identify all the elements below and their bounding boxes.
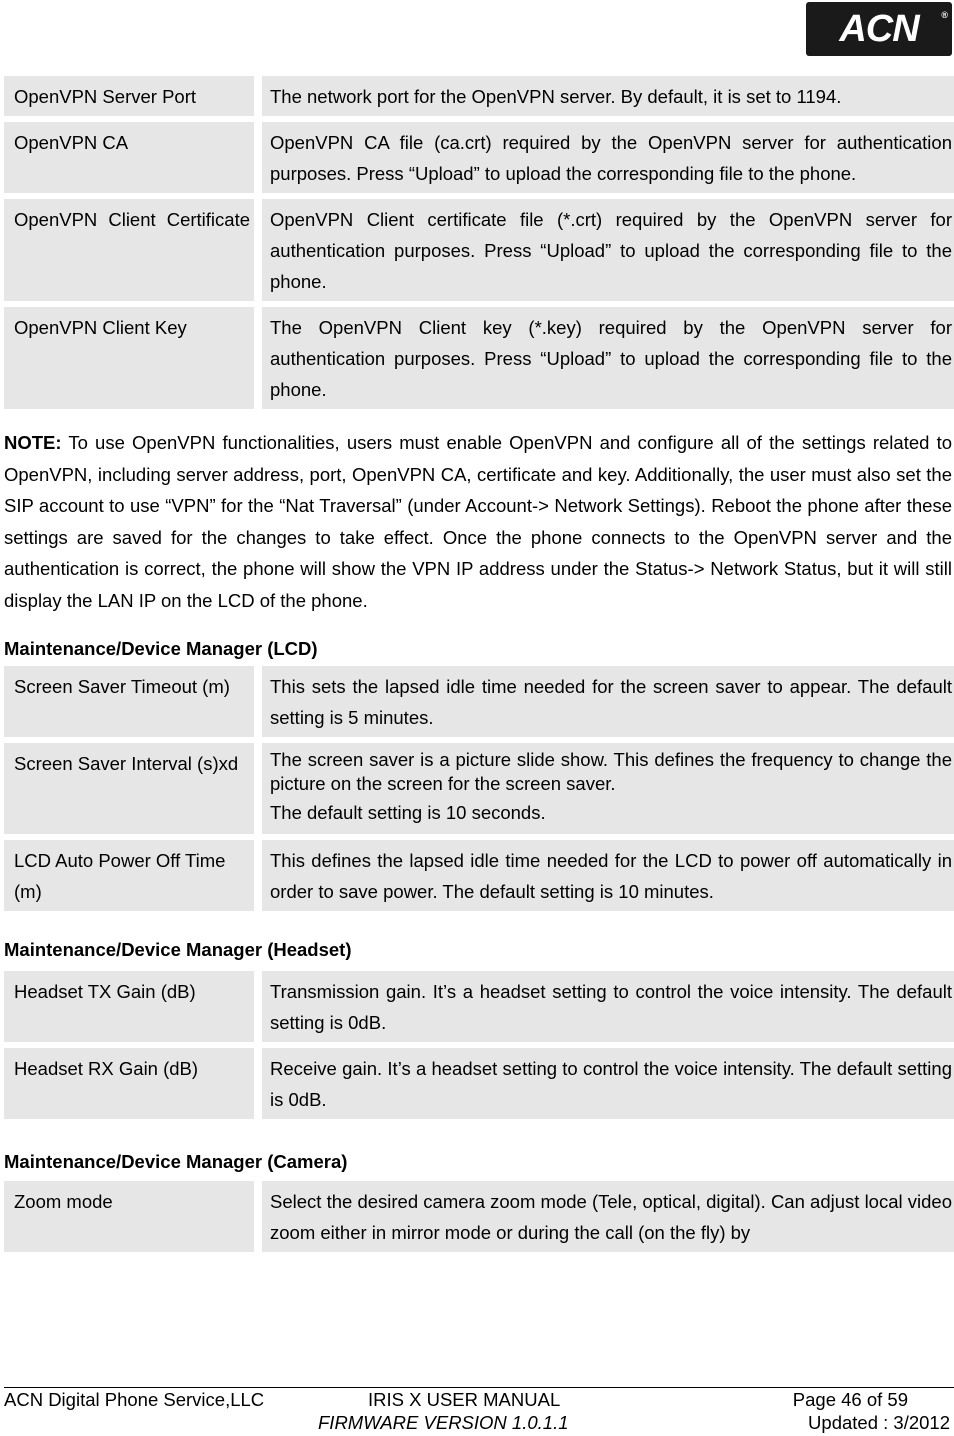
camera-table <box>4 1181 954 1258</box>
setting-description: Transmission gain. It’s a headset setting to control the voice intensity. The default setting is 0dB. <box>262 971 954 1048</box>
footer-page-number: Page 46 of 59 <box>792 1389 908 1410</box>
page-footer <box>4 1387 954 1434</box>
table-row <box>4 666 954 743</box>
table-row <box>4 307 954 415</box>
setting-name: OpenVPN Server Port <box>4 76 262 122</box>
lcd-heading: Maintenance/Device Manager (LCD) <box>4 638 318 659</box>
table-row <box>4 971 954 1048</box>
table-row <box>4 122 954 199</box>
footer-company: ACN Digital Phone Service,LLC <box>4 1389 265 1410</box>
setting-description <box>262 743 954 840</box>
setting-name: Headset TX Gain (dB) <box>4 971 262 1048</box>
setting-name: LCD Auto Power Off Time (m) <box>4 840 262 917</box>
footer-firmware-version: FIRMWARE VERSION 1.0.1.1 <box>318 1412 569 1433</box>
setting-description: Receive gain. It’s a headset setting to control the voice intensity. The default setting is 0dB. <box>262 1048 954 1125</box>
setting-description: Select the desired camera zoom mode (Tele, optical, digital). Can adjust local video zoom either in mirror mode or during the call (on the fly) by <box>262 1181 954 1258</box>
setting-description-line2: The default setting is 10 seconds. <box>270 802 546 823</box>
setting-name: Screen Saver Interval (s)xd <box>4 743 262 840</box>
note-paragraph <box>4 427 952 616</box>
table-row <box>4 76 954 122</box>
setting-name: Zoom mode <box>4 1181 262 1258</box>
acn-logo <box>806 2 952 56</box>
page-content <box>4 76 954 1258</box>
setting-name: OpenVPN CA <box>4 122 262 199</box>
setting-description: OpenVPN Client certificate file (*.crt) required by the OpenVPN server for authentication purposes. Press “Upload” to upload the corresponding file to the phone. <box>262 199 954 307</box>
table-row <box>4 1181 954 1258</box>
setting-name: Screen Saver Timeout (m) <box>4 666 262 743</box>
setting-name: OpenVPN Client Key <box>4 307 262 415</box>
setting-description: This sets the lapsed idle time needed for the screen saver to appear. The default setting is 5 minutes. <box>262 666 954 743</box>
table-row <box>4 840 954 917</box>
openvpn-table <box>4 76 954 415</box>
table-row <box>4 199 954 307</box>
setting-description: This defines the lapsed idle time needed for the LCD to power off automatically in order to save power. The default setting is 10 minutes. <box>262 840 954 917</box>
note-text: To use OpenVPN functionalities, users must enable OpenVPN and configure all of the settings related to OpenVPN, including server address, port, OpenVPN CA, certificate and key. Additionally, the user must also set the SIP account to use “VPN” for the “Nat Traversal” (under Account-> Network Settings). Reboot the phone after these settings are saved for the changes to take effect. Once the phone connects to the OpenVPN server and the authentication is correct, the phone will show the VPN IP address under the Status-> Network Status, but it will still display the LAN IP on the LCD of the phone. <box>4 432 952 611</box>
setting-name: Headset RX Gain (dB) <box>4 1048 262 1125</box>
setting-description: The OpenVPN Client key (*.key) required by the OpenVPN server for authentication purposes. Press “Upload” to upload the corresponding file to the phone. <box>262 307 954 415</box>
note-label: NOTE: <box>4 432 62 453</box>
logo-text: ACN <box>839 7 919 50</box>
headset-table <box>4 971 954 1125</box>
lcd-table <box>4 666 954 917</box>
logo-registered-mark: ® <box>941 10 947 20</box>
footer-manual-title: IRIS X USER MANUAL <box>368 1389 561 1410</box>
setting-description-line1: The screen saver is a picture slide show. This defines the frequency to change the picture on the screen for the screen saver. <box>270 749 952 794</box>
camera-heading: Maintenance/Device Manager (Camera) <box>4 1151 348 1172</box>
setting-name: OpenVPN Client Certificate <box>4 199 262 307</box>
headset-heading: Maintenance/Device Manager (Headset) <box>4 939 352 960</box>
footer-updated-date: Updated : 3/2012 <box>808 1412 950 1433</box>
table-row <box>4 1048 954 1125</box>
table-row <box>4 743 954 840</box>
setting-description: The network port for the OpenVPN server. By default, it is set to 1194. <box>262 76 954 122</box>
setting-description: OpenVPN CA file (ca.crt) required by the OpenVPN server for authentication purposes. Press “Upload” to upload the corresponding file to the phone. <box>262 122 954 199</box>
